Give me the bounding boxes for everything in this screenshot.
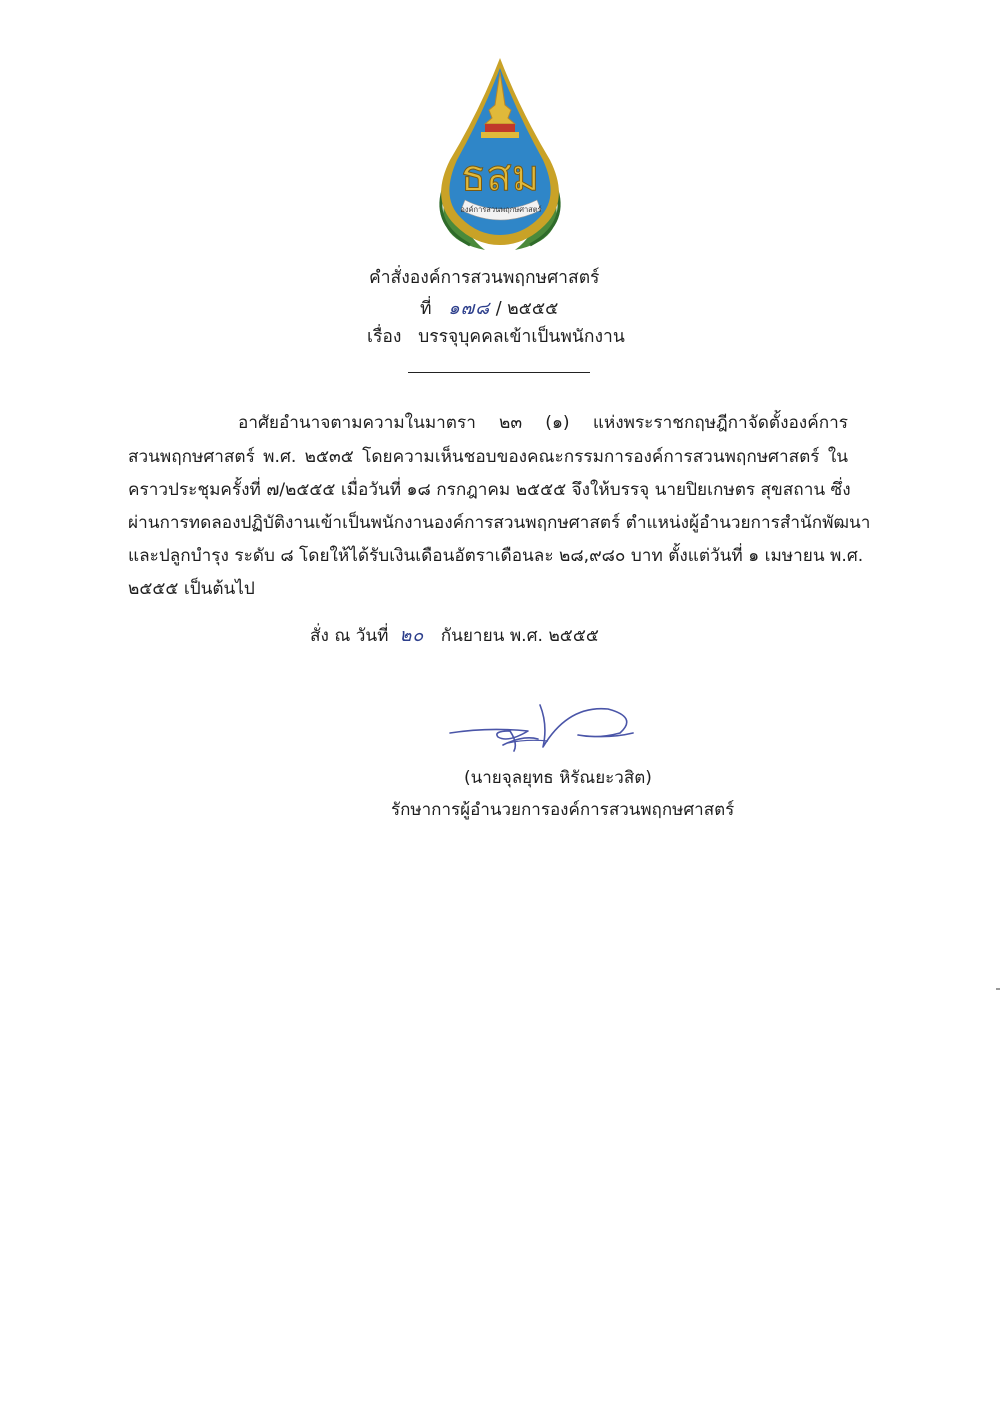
subject-label: เรื่อง <box>367 327 402 347</box>
body-line-3: คราวประชุมครั้งที่ ๗/๒๕๕๕ เมื่อวันที่ ๑๘ กรกฎาคม ๒๕๕๕ จึงให้บรรจุ นายปิยเกษตร สุขสถาน ซึ่ง <box>128 480 851 500</box>
emblem-ribbon-text: องค์การสวนพฤกษศาสตร์ <box>460 205 542 214</box>
order-number-handwritten: ๑๗๘ <box>448 298 491 319</box>
order-date <box>310 620 599 649</box>
order-number <box>420 293 558 322</box>
body-line-2: สวนพฤกษศาสตร์ พ.ศ. ๒๕๓๕ โดยความเห็นชอบของคณะกรรมการองค์การสวนพฤกษศาสตร์ ใน <box>128 447 848 467</box>
subject-text: บรรจุบุคคลเข้าเป็นพนักงาน <box>418 327 625 347</box>
body-line-1: อาศัยอำนาจตามความในมาตรา ๒๓ (๑) แห่งพระราชกฤษฎีกาจัดตั้งองค์การ <box>238 413 848 433</box>
signatory-name: (นายจุลยุทธ หิรัณยะวสิต) <box>464 768 652 788</box>
order-number-prefix: ที่ <box>420 299 432 319</box>
order-number-year: / ๒๕๕๕ <box>495 299 559 319</box>
header-divider <box>408 372 590 373</box>
signatory-position: รักษาการผู้อำนวยการองค์การสวนพฤกษศาสตร์ <box>391 800 735 820</box>
body-line-6: ๒๕๕๕ เป็นต้นไป <box>128 579 255 599</box>
order-date-month-year: กันยายน พ.ศ. ๒๕๕๕ <box>440 626 599 646</box>
organization-emblem-icon <box>425 50 575 260</box>
order-date-prefix: สั่ง ณ วันที่ <box>310 626 389 646</box>
body-line-4: ผ่านการทดลองปฏิบัติงานเข้าเป็นพนักงานองค์การสวนพฤกษศาสตร์ ตำแหน่งผู้อำนวยการสำนักพัฒนา <box>128 513 871 533</box>
handwritten-signature-icon <box>448 695 648 765</box>
scan-speck <box>996 988 1000 990</box>
svg-text:ธสม: ธสม <box>460 151 540 200</box>
order-title: คำสั่งองค์การสวนพฤกษศาสตร์ <box>369 268 600 288</box>
body-line-5: และปลูกบำรุง ระดับ ๘ โดยให้ได้รับเงินเดือนอัตราเดือนละ ๒๘,๙๘๐ บาท ตั้งแต่วันที่ ๑ เมษายน พ.ศ. <box>128 546 864 566</box>
order-subject <box>367 322 625 350</box>
order-date-day-handwritten: ๒๐ <box>399 625 425 646</box>
